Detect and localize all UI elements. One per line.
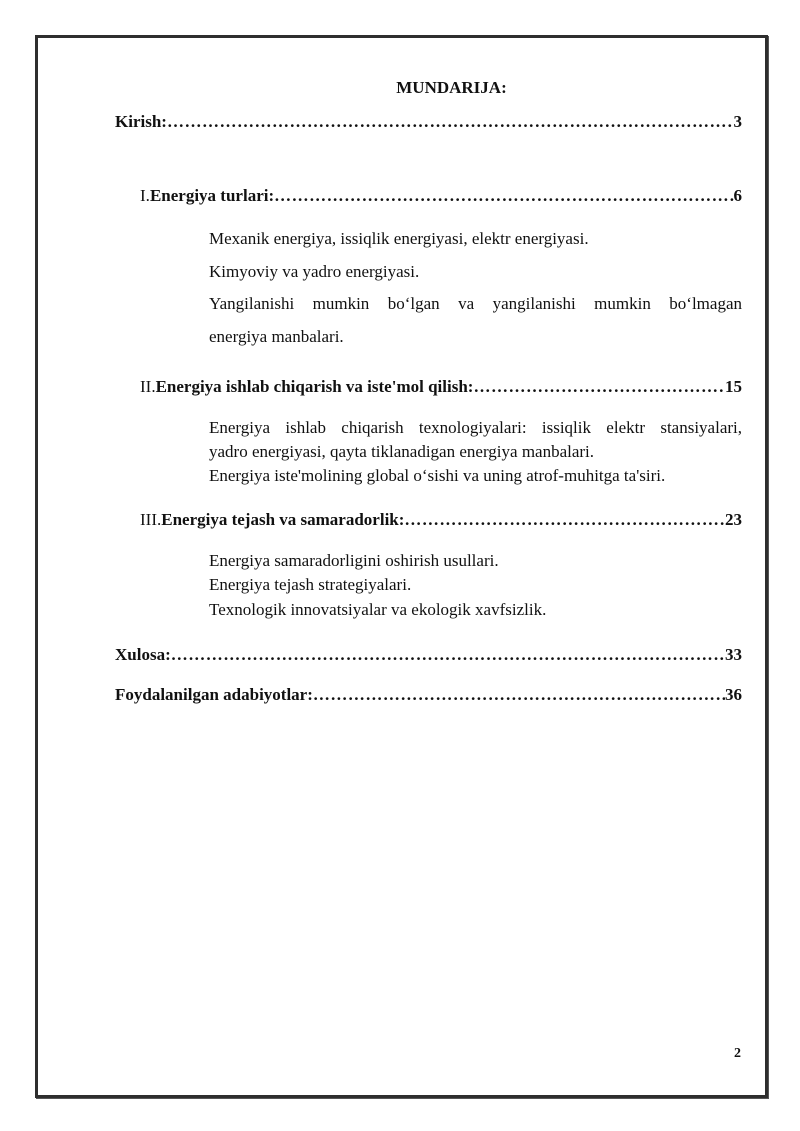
toc-page: 15 [725, 377, 742, 396]
page-title: MUNDARIJA: [396, 78, 507, 97]
toc-subitem: Energiya samaradorligini oshirish usullari. [209, 551, 499, 570]
toc-entry-kirish[interactable] [115, 112, 742, 132]
toc-label: Foydalanilgan adabiyotlar: [115, 685, 313, 704]
toc-page: 3 [733, 112, 742, 131]
toc-subitem: Texnologik innovatsiyalar va ekologik xavfsizlik. [209, 600, 547, 619]
toc-subitem: Energiya iste'molining global o‘sishi va uning atrof-muhitga ta'siri. [209, 466, 666, 485]
toc-entry-section-2[interactable] [140, 377, 742, 397]
toc-subitem: Energiya tejash strategiyalari. [209, 575, 412, 594]
toc-subitem: Energiya ishlab chiqarish texnologiyalari: issiqlik elektr stansiyalari, [209, 418, 742, 437]
toc-leader [171, 645, 725, 665]
toc-entry-adabiyotlar[interactable] [115, 685, 742, 705]
toc-subitem: energiya manbalari. [209, 327, 344, 346]
toc-label: Energiya turlari: [149, 186, 275, 205]
toc-subitem: Kimyoviy va yadro energiyasi. [209, 262, 420, 281]
toc-entry-section-3[interactable] [140, 510, 742, 530]
toc-leader [167, 112, 734, 132]
section-numeral: III. [140, 510, 162, 529]
section-numeral: II. [140, 377, 156, 396]
toc-leader [404, 510, 725, 530]
toc-subitem: Mexanik energiya, issiqlik energiyasi, elektr energiyasi. [209, 229, 589, 248]
toc-page: 33 [725, 645, 742, 664]
toc-entry-section-1[interactable] [140, 186, 742, 206]
toc-page: 23 [725, 510, 742, 529]
toc-label: Energiya ishlab chiqarish va iste'mol qilish: [155, 377, 474, 396]
toc-leader [473, 377, 725, 397]
toc-label: Kirish: [115, 112, 167, 131]
toc-leader [274, 186, 733, 206]
toc-leader [313, 685, 725, 705]
section-numeral: I. [140, 186, 150, 205]
toc-page: 36 [725, 685, 742, 704]
toc-label: Xulosa: [115, 645, 171, 664]
toc-subitem: Yangilanishi mumkin bo‘lgan va yangilanishi mumkin bo‘lmagan [209, 294, 742, 313]
page-number: 2 [734, 1046, 741, 1061]
toc-entry-xulosa[interactable] [115, 645, 742, 665]
toc-page: 6 [733, 186, 742, 205]
toc-subitem: yadro energiyasi, qayta tiklanadigan energiya manbalari. [209, 442, 595, 461]
toc-label: Energiya tejash va samaradorlik: [161, 510, 405, 529]
